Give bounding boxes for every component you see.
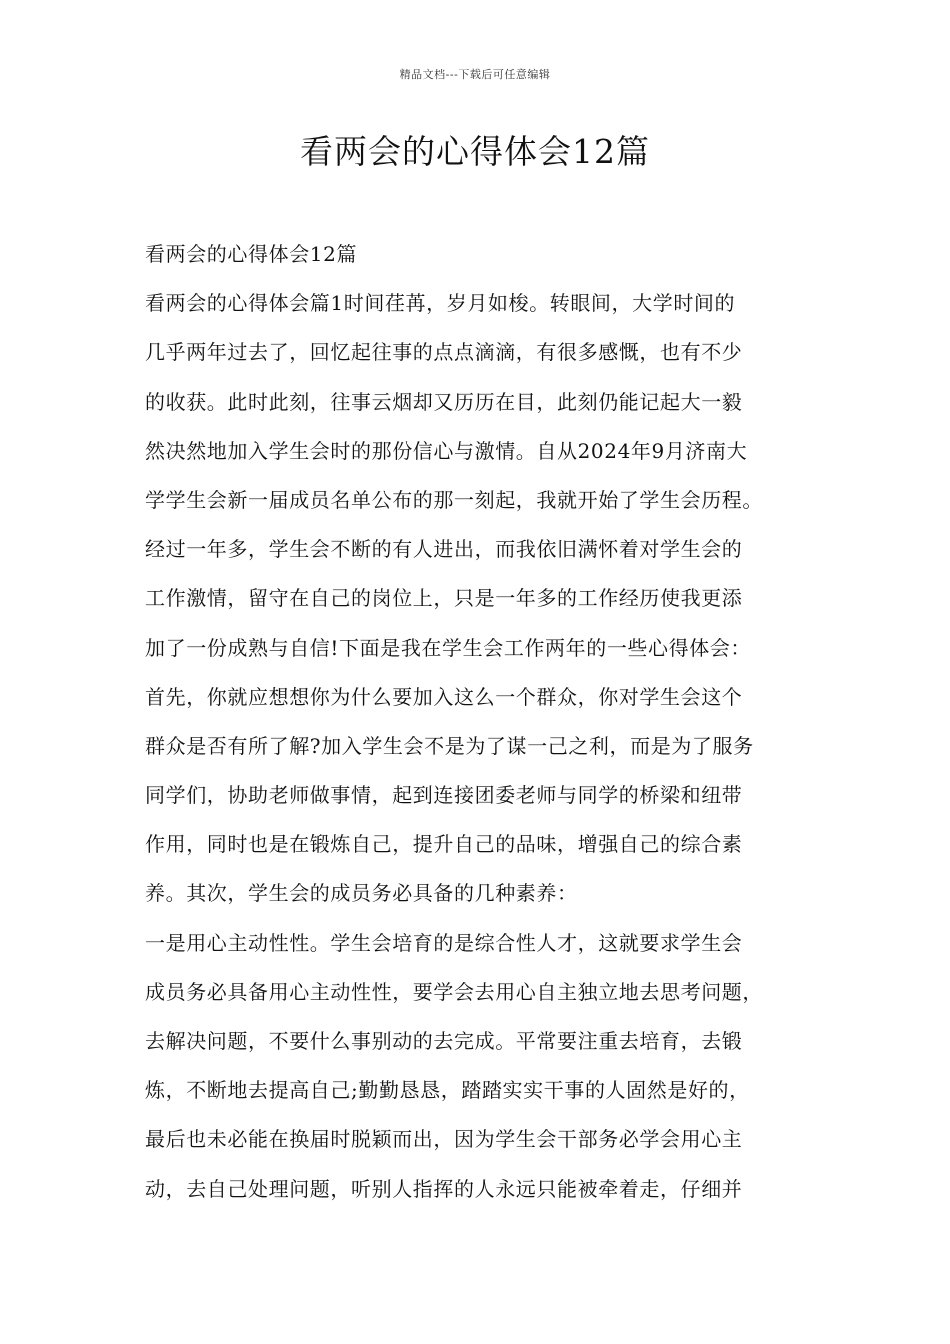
- body-line: 同学们，协助老师做事情，起到连接团委老师与同学的桥梁和纽带: [145, 783, 743, 808]
- body-line: 几乎两年过去了，回忆起往事的点点滴滴，有很多感慨，也有不少: [145, 340, 743, 365]
- body-line: 作用，同时也是在锻炼自己，提升自己的品味，增强自己的综合素: [145, 832, 743, 857]
- header-note: 精品文档---下载后可任意编辑: [399, 68, 551, 81]
- body-line: 然决然地加入学生会时的那份信心与激情。自从2024年9月济南大: [145, 438, 748, 463]
- body-line: 的收获。此时此刻，往事云烟却又历历在目，此刻仍能记起大一毅: [145, 389, 743, 414]
- body-line: 动，去自己处理问题，听别人指挥的人永远只能被牵着走，仔细并: [145, 1176, 743, 1201]
- body-line: 群众是否有所了解?加入学生会不是为了谋一己之利，而是为了服务: [145, 733, 754, 758]
- body-line: 最后也未必能在换届时脱颖而出，因为学生会干部务必学会用心主: [145, 1127, 743, 1152]
- body-line: 工作激情，留守在自己的岗位上，只是一年多的工作经历使我更添: [145, 586, 743, 611]
- body-line: 养。其次，学生会的成员务必具备的几种素养：: [145, 881, 578, 906]
- body-line: 成员务必具备用心主动性性，要学会去用心自主独立地去思考问题，: [145, 979, 763, 1004]
- document-body: [145, 230, 815, 1214]
- body-line: 加了一份成熟与自信!下面是我在学生会工作两年的一些心得体会：: [145, 635, 752, 660]
- body-line: 看两会的心得体会篇1时间荏苒，岁月如梭。转眼间，大学时间的: [145, 291, 736, 316]
- body-line: 首先，你就应想想你为什么要加入这么一个群众，你对学生会这个: [145, 684, 743, 709]
- body-line: 学学生会新一届成员名单公布的那一刻起，我就开始了学生会历程。: [145, 487, 763, 512]
- body-line: 去解决问题，不要什么事别动的去完成。平常要注重去培育，去锻: [145, 1029, 743, 1053]
- body-line: 经过一年多，学生会不断的有人进出，而我依旧满怀着对学生会的: [145, 537, 743, 562]
- document-title: 看两会的心得体会12篇: [300, 132, 650, 171]
- body-line: 一是用心主动性性。学生会培育的是综合性人才，这就要求学生会: [145, 930, 743, 955]
- body-line: 炼，不断地去提高自己;勤勤恳恳，踏踏实实干事的人固然是好的，: [145, 1078, 750, 1103]
- body-line: 看两会的心得体会12篇: [145, 242, 358, 266]
